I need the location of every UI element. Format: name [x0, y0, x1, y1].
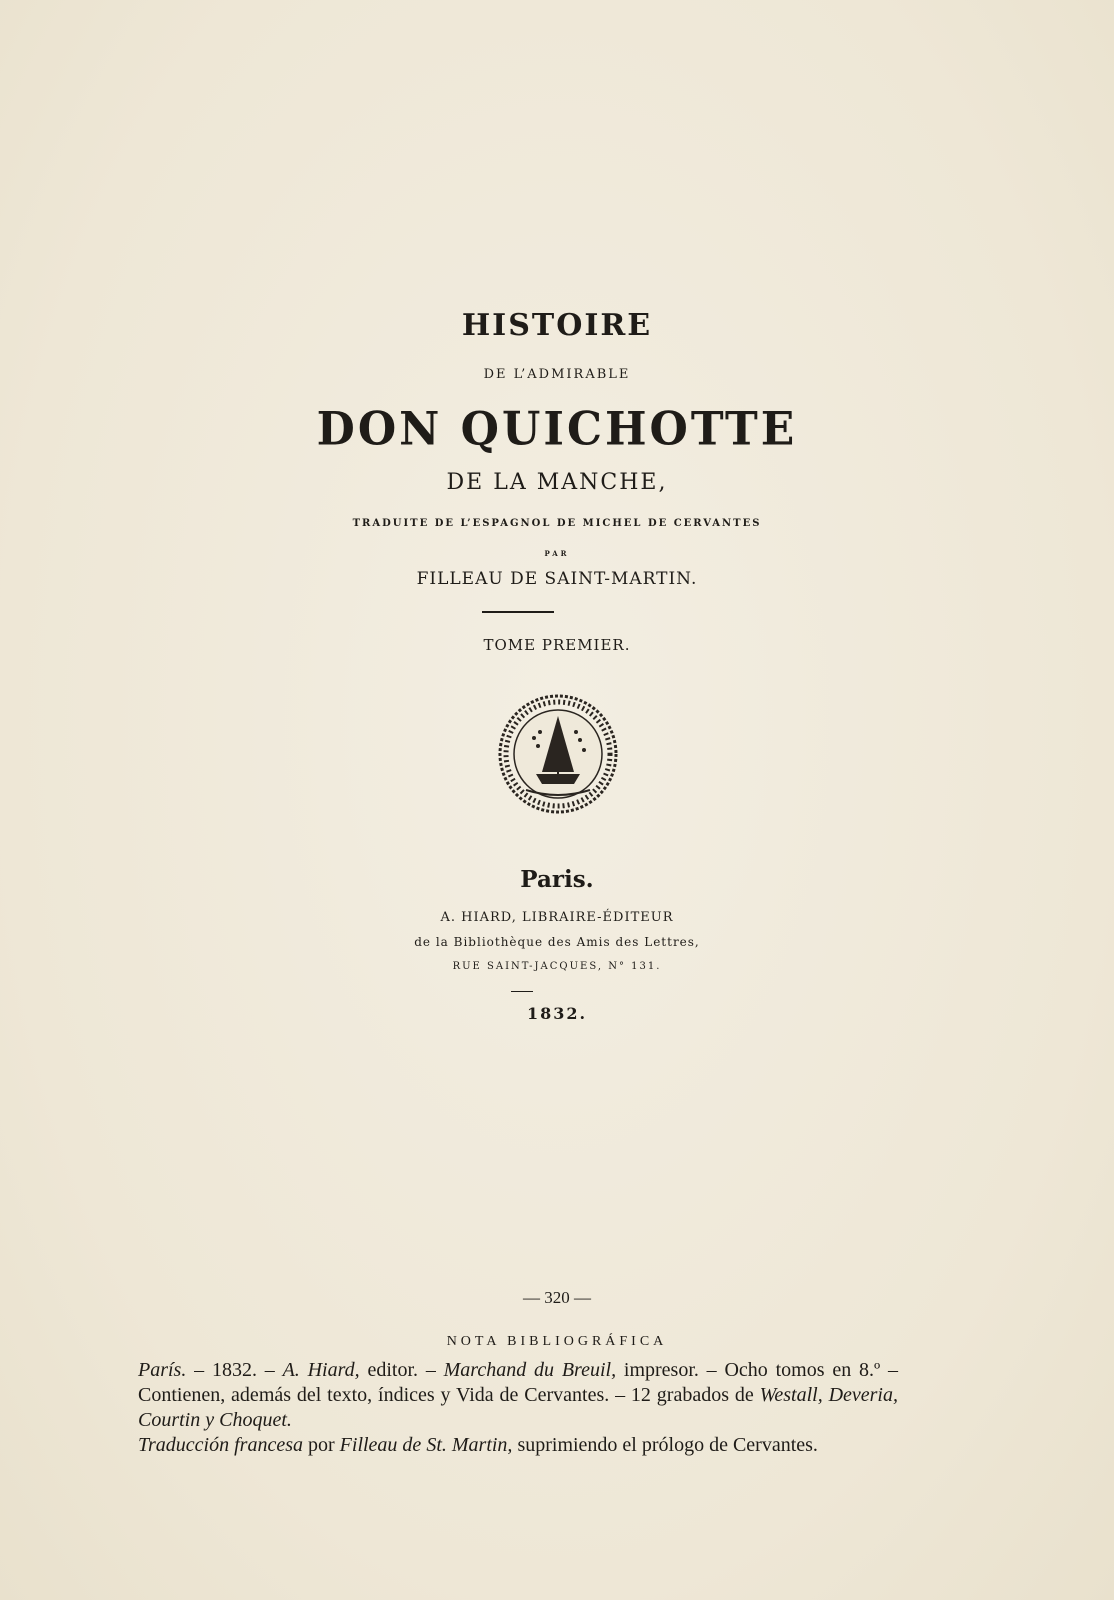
note-engravers: Westall, Deveria, Courtin y Choquet.	[138, 1384, 898, 1431]
note-remark: suprimiendo el prólogo de Cervantes.	[512, 1434, 818, 1456]
note-year: – 1832. –	[186, 1359, 283, 1381]
main-title: DON QUICHOTTE	[316, 402, 798, 457]
volume-label: TOME PREMIER.	[483, 636, 631, 654]
translation-line: TRADUITE DE L’ESPAGNOL DE MICHEL DE CERVANTES	[352, 518, 762, 529]
subtitle-small: DE L’ADMIRABLE	[483, 367, 631, 382]
publisher-address: RUE SAINT-JACQUES, N° 131.	[452, 961, 662, 972]
publisher-affiliation: de la Bibliothèque des Amis des Lettres,	[414, 935, 700, 949]
divider-rule	[482, 611, 554, 613]
note-editor: A. Hiard,	[282, 1359, 360, 1381]
translator-name: FILLEAU DE SAINT-MARTIN.	[416, 569, 698, 589]
note-printer: Marchand du Breuil,	[443, 1359, 617, 1381]
page-number: — 320 —	[523, 1288, 591, 1307]
note-por: por	[303, 1434, 340, 1456]
note-editor-role: editor. –	[359, 1359, 444, 1381]
publication-year: 1832.	[526, 1004, 588, 1023]
publisher: A. HIARD, LIBRAIRE-ÉDITEUR	[440, 910, 674, 925]
short-rule	[511, 991, 533, 992]
bibliographic-note	[138, 1358, 898, 1458]
note-description: impresor. – Ocho tomos en 8.º – Contienen, además del texto, índices y Vida de Cervantes. – 12 grabados de	[138, 1359, 899, 1406]
note-city: París.	[138, 1359, 187, 1381]
par-label: PAR	[544, 549, 570, 558]
note-translation: Traducción francesa	[138, 1434, 303, 1456]
nota-heading: NOTA BIBLIOGRÁFICA	[446, 1334, 668, 1349]
city: Paris.	[520, 866, 594, 893]
note-translator: Filleau de St. Martin,	[339, 1434, 513, 1456]
subtitle: DE LA MANCHE,	[446, 470, 668, 495]
ship-wreath-vignette-icon	[496, 692, 620, 816]
title: HISTOIRE	[461, 308, 653, 343]
